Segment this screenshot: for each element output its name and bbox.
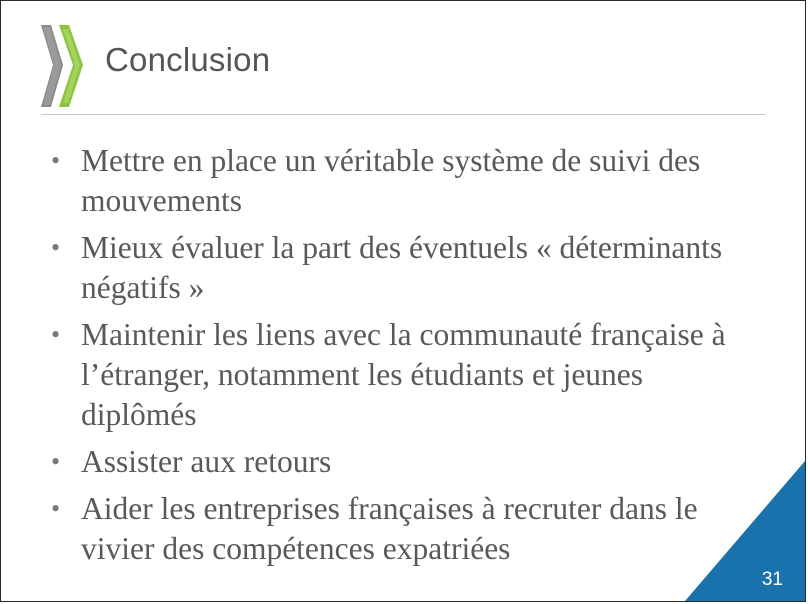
bullet-marker: • bbox=[51, 146, 61, 175]
bullet-marker: • bbox=[51, 494, 61, 523]
bullet-marker: • bbox=[51, 233, 61, 262]
bullet-text: Maintenir les liens avec la communauté française à l’étranger, notamment les étudiants et jeunes diplômés bbox=[81, 317, 726, 432]
bullet-item bbox=[49, 228, 749, 308]
bullet-text: Assister aux retours bbox=[81, 444, 332, 479]
bullet-item bbox=[49, 442, 749, 482]
bullet-list bbox=[49, 141, 749, 576]
bullet-marker: • bbox=[51, 320, 61, 349]
corner-triangle-decoration bbox=[685, 461, 805, 601]
bullet-text: Mieux évaluer la part des éventuels « déterminants négatifs » bbox=[81, 230, 723, 305]
title-divider bbox=[41, 114, 765, 115]
bullet-marker: • bbox=[51, 447, 61, 476]
bullet-item bbox=[49, 489, 749, 569]
chevrons-logo-icon bbox=[41, 25, 89, 109]
slide-title: Conclusion bbox=[105, 41, 271, 78]
bullet-item bbox=[49, 141, 749, 221]
bullet-text: Aider les entreprises françaises à recruter dans le vivier des compétences expatriées bbox=[81, 491, 698, 566]
bullet-item bbox=[49, 315, 749, 435]
page-number: 31 bbox=[761, 569, 783, 590]
bullet-text: Mettre en place un véritable système de suivi des mouvements bbox=[81, 143, 701, 218]
